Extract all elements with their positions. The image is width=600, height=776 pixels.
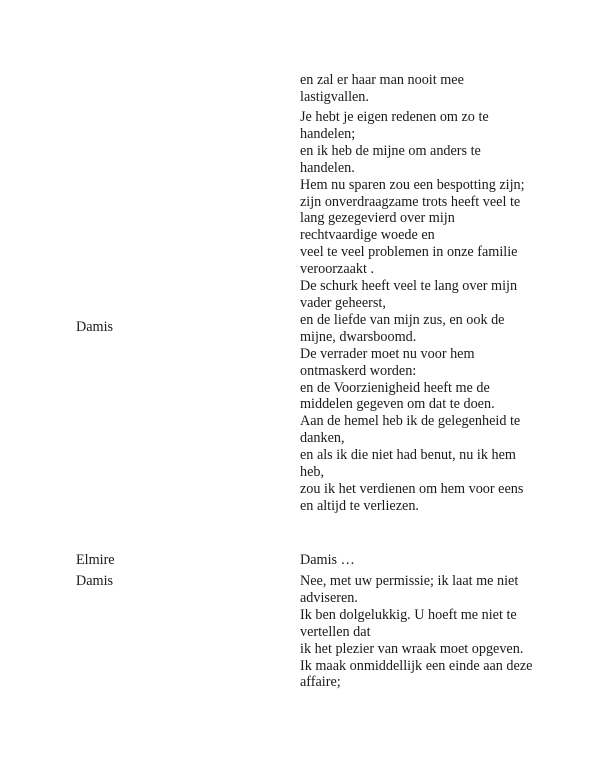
speech-line: Hem nu sparen zou een bespotting zijn;	[300, 176, 525, 193]
speech-line: De verrader moet nu voor hem ontmaskerd worden:	[300, 345, 475, 379]
speech-line: Aan de hemel heb ik de gelegenheid te danken,	[300, 413, 521, 447]
speech-lines	[300, 552, 535, 569]
speech-line: De schurk heeft veel te lang over mijn vader geheerst,	[300, 278, 518, 311]
speech-line: Ik ben dolgelukkig. U hoeft me niet te vertellen dat	[300, 606, 517, 640]
speech-line: en als ik die niet had benut, nu ik hem heb,	[300, 447, 516, 481]
speech-line: en de liefde van mijn zus, en ook de mijne, dwarsboomd.	[300, 311, 505, 345]
speech-line: Ik maak onmiddellijk een einde aan deze affaire;	[300, 657, 533, 691]
speech-line: Nee, met uw permissie; ik laat me niet adviseren.	[300, 573, 519, 606]
speaker-name: Damis	[76, 573, 114, 589]
speech-line: Damis …	[300, 552, 355, 568]
speech-line: veel te veel problemen in onze familie	[300, 244, 518, 261]
speech-lines	[300, 72, 535, 106]
speech-line: ik het plezier van wraak moet opgeven.	[300, 640, 524, 657]
speech-line: Je hebt je eigen redenen om zo te handelen;	[300, 109, 489, 142]
speech-line: zou ik het verdienen om hem voor eens en altijd te verliezen.	[300, 480, 524, 514]
speaker-name: Elmire	[76, 552, 115, 568]
speech-line: zijn onverdraagzame trots heeft veel te lang gezegevierd over mijn rechtvaardige woede en	[300, 193, 521, 244]
speech-lines	[300, 109, 535, 515]
speech-line: en de Voorzienigheid heeft me de middelen gegeven om dat te doen.	[300, 379, 495, 413]
speech-lines	[300, 573, 535, 691]
speech-line: en ik heb de mijne om anders te handelen.	[300, 142, 481, 176]
speaker-name: Damis	[76, 319, 114, 335]
speech-line: veroorzaakt .	[300, 261, 375, 278]
speech-line: en zal er haar man nooit mee lastigvallen.	[300, 72, 464, 105]
